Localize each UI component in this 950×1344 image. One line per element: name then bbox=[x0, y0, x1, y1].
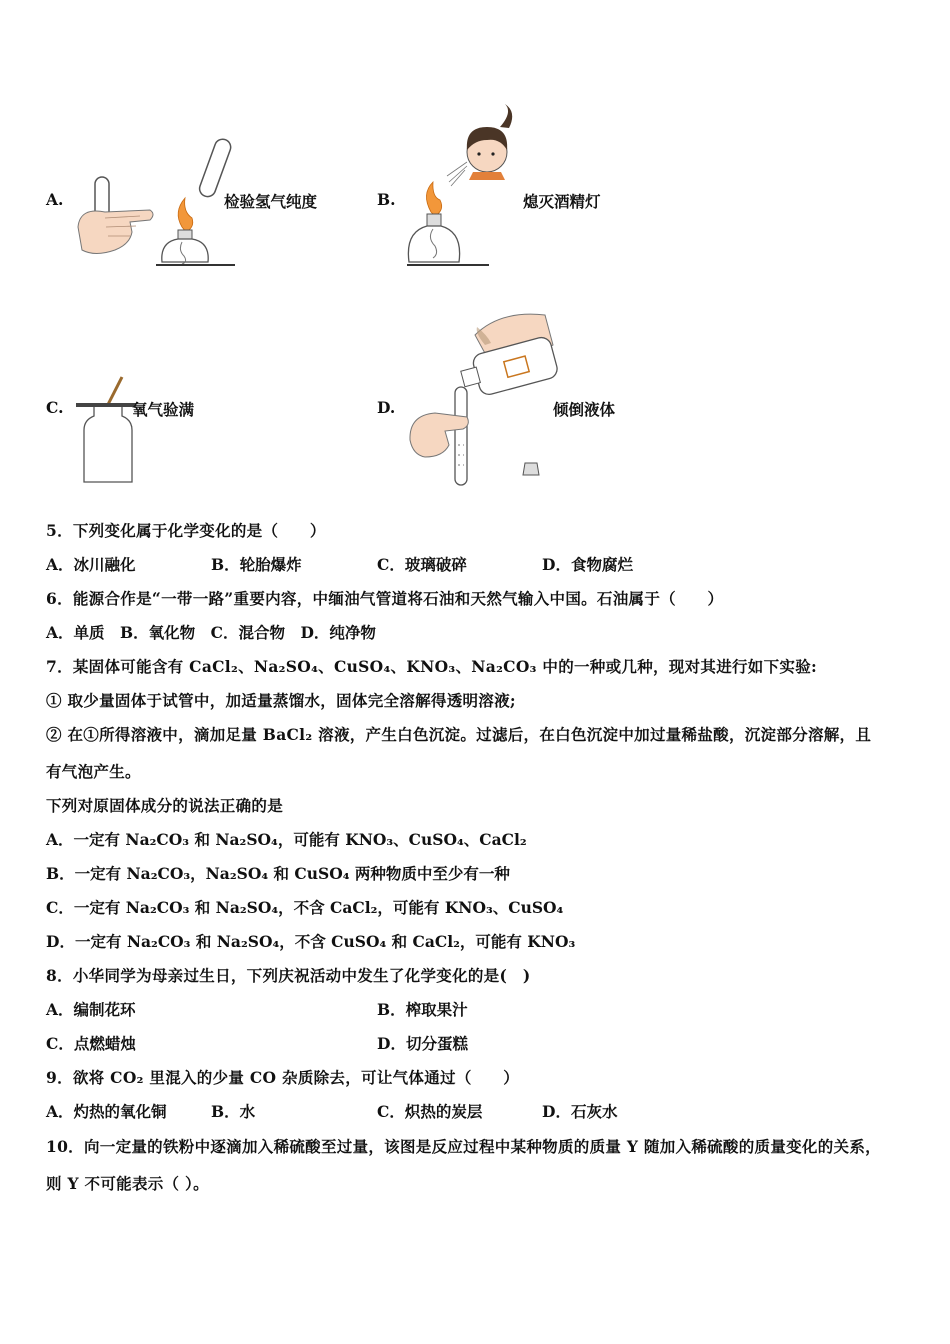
q7-step2-a: ② 在①所得溶液中，滴加足量 BaCl₂ 溶液，产生白色沉淀。过滤后，在白色沉淀中加过量稀盐酸，沉淀部分溶解，且 bbox=[46, 725, 872, 744]
q9-option-c: C．炽热的炭层 bbox=[377, 1102, 483, 1121]
q8-option-c: C．点燃蜡烛 bbox=[46, 1034, 136, 1053]
q5-option-d: D．食物腐烂 bbox=[542, 555, 633, 574]
q7-option-b: B．一定有 Na₂CO₃，Na₂SO₄ 和 CuSO₄ 两种物质中至少有一种 bbox=[46, 864, 510, 883]
option-c-caption: 氧气验满 bbox=[132, 400, 195, 419]
q7-stem: 7．某固体可能含有 CaCl₂、Na₂SO₄、CuSO₄、KNO₃、Na₂CO₃ 中的一种或几种，现对其进行如下实验: bbox=[46, 657, 818, 676]
option-d-letter: D. bbox=[377, 398, 396, 417]
q9-option-b: B．水 bbox=[211, 1102, 256, 1121]
q7-question: 下列对原固体成分的说法正确的是 bbox=[46, 796, 284, 815]
oxygen-full-test-illustration bbox=[74, 372, 144, 487]
option-d-caption: 倾倒液体 bbox=[553, 400, 616, 419]
q5-stem: 5．下列变化属于化学变化的是（ ） bbox=[46, 521, 326, 540]
q5-option-c: C．玻璃破碎 bbox=[377, 555, 467, 574]
option-b-caption: 熄灭酒精灯 bbox=[523, 192, 601, 211]
q8-option-a: A．编制花环 bbox=[46, 1000, 136, 1019]
blowing-out-lamp-illustration bbox=[405, 102, 525, 272]
q9-stem: 9．欲将 CO₂ 里混入的少量 CO 杂质除去，可让气体通过（ ） bbox=[46, 1068, 520, 1087]
q5-option-a: A．冰川融化 bbox=[46, 555, 136, 574]
q7-step1: ① 取少量固体于试管中，加适量蒸馏水，固体完全溶解得透明溶液; bbox=[46, 691, 516, 710]
option-a-caption: 检验氢气纯度 bbox=[224, 192, 318, 211]
q7-step2-b: 有气泡产生。 bbox=[46, 762, 141, 781]
q8-option-b: B．榨取果汁 bbox=[377, 1000, 468, 1019]
q7-option-d: D．一定有 Na₂CO₃ 和 Na₂SO₄，不含 CuSO₄ 和 CaCl₂，可能有 KNO₃ bbox=[46, 932, 576, 951]
option-b-letter: B. bbox=[377, 190, 396, 209]
q5-option-b: B．轮胎爆炸 bbox=[211, 555, 302, 574]
q8-option-d: D．切分蛋糕 bbox=[377, 1034, 468, 1053]
q6-stem: 6．能源合作是“一带一路”重要内容，中缅油气管道将石油和天然气输入中国。石油属于（ ） bbox=[46, 589, 724, 608]
q6-options: A．单质 B．氧化物 C．混合物 D．纯净物 bbox=[46, 623, 376, 642]
option-a-letter: A. bbox=[46, 190, 64, 209]
option-c-letter: C. bbox=[46, 398, 64, 417]
q10-line2: 则 Y 不可能表示（ ）。 bbox=[46, 1174, 209, 1193]
q9-option-d: D．石灰水 bbox=[542, 1102, 618, 1121]
hydrogen-purity-test-illustration bbox=[70, 132, 240, 272]
pouring-liquid-illustration bbox=[405, 305, 555, 490]
q8-stem: 8．小华同学为母亲过生日，下列庆祝活动中发生了化学变化的是( ) bbox=[46, 966, 531, 985]
q9-option-a: A．灼热的氧化铜 bbox=[46, 1102, 167, 1121]
q10-line1: 10．向一定量的铁粉中逐滴加入稀硫酸至过量，该图是反应过程中某种物质的质量 Y 随加入稀硫酸的质量变化的关系， bbox=[46, 1137, 881, 1156]
q7-option-c: C．一定有 Na₂CO₃ 和 Na₂SO₄，不含 CaCl₂，可能有 KNO₃、CuSO₄ bbox=[46, 898, 564, 917]
q7-option-a: A．一定有 Na₂CO₃ 和 Na₂SO₄，可能有 KNO₃、CuSO₄、CaCl₂ bbox=[46, 830, 527, 849]
